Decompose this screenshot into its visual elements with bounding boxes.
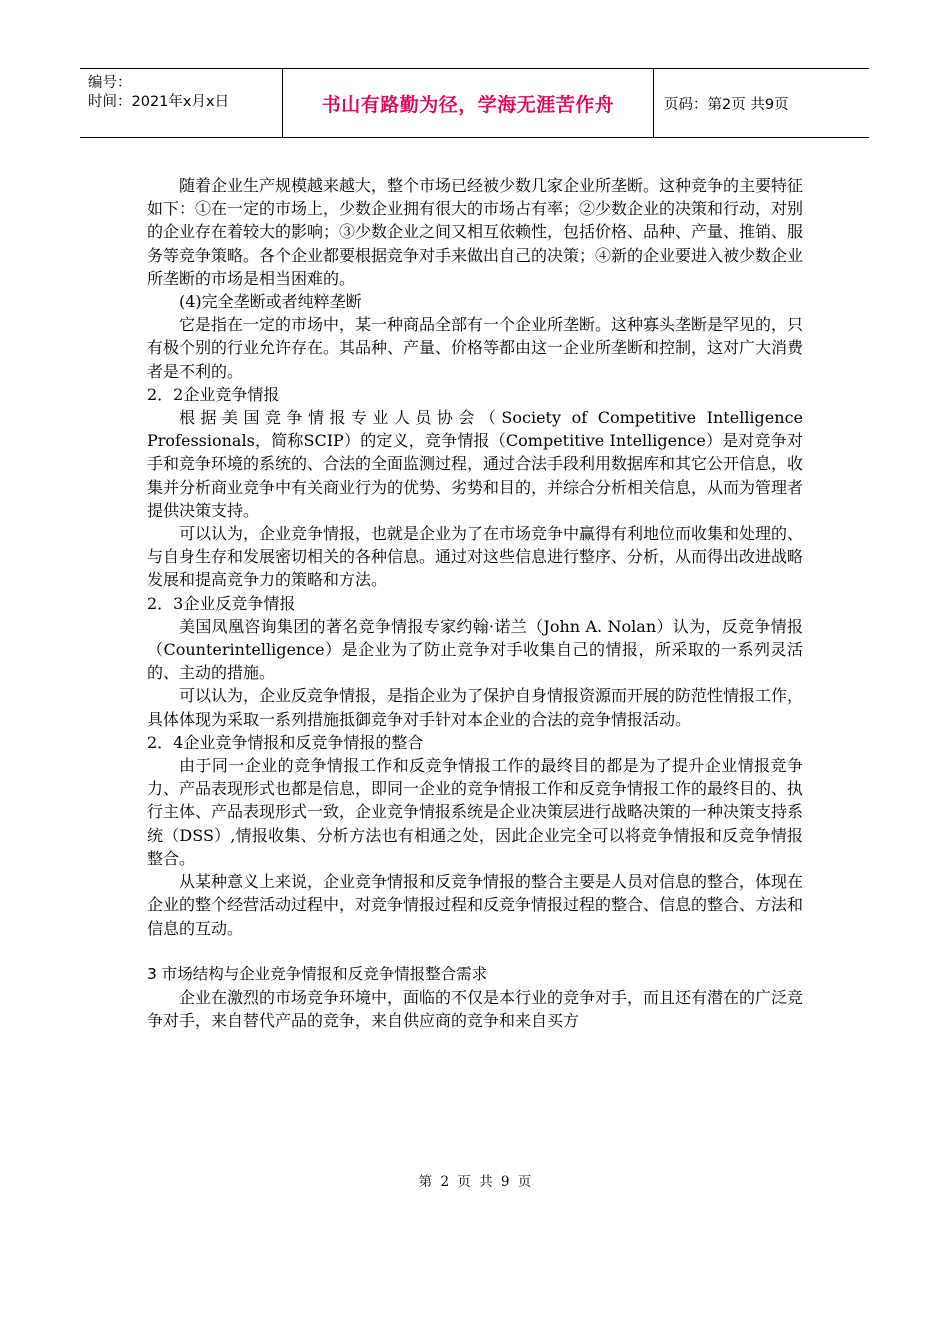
paragraph-ci-definition: 根据美国竞争情报专业人员协会（Society of Competitive Intelligence Professionals，简称SCIP）的定义，竞争情报（Competitive Intelligence）是对竞争对手和竞争环境的系统的、合法的全面监测过程，通过合法手段利用数据库和其它公开信息，收集并分析商业竞争中有关商业行为的优势、劣势和目的，并综合分析相关信息，从而为管理者提供决策支持。 [147,408,804,520]
paragraph-integration-meaning: 从某种意义上来说，企业竞争情报和反竞争情报的整合主要是人员对信息的整合，体现在企业的整个经营活动过程中，对竞争情报过程和反竞争情报过程的整合、信息的整合、方法和信息的互动。 [147,872,804,938]
section-heading-3: 3 市场结构与企业竞争情报和反竞争情报整合需求 [147,964,488,983]
page-footer: 第 2 页 共 9 页 [418,1174,532,1190]
paragraph-oligopoly: 随着企业生产规模越来越大，整个市场已经被少数几家企业所垄断。这种竞争的主要特征如下：①在一定的市场上，少数企业拥有很大的市场占有率；②少数企业的决策和行动，对别的企业存在着较大的影响；③少数企业之间又相互依赖性，包括价格、品种、产量、推销、服务等竞争策略。各个企业都要根据竞争对手来做出自己的决策；④新的企业要进入被少数企业所垄断的市场是相当困难的。 [147,176,804,288]
paragraph-counterintelligence-definition: 美国凤凰咨询集团的著名竞争情报专家约翰·诺兰（John A. Nolan）认为，反竞争情报（Counterintelligence）是企业为了防止竞争对手收集自己的情报，所采取的一系列灵活的、主动的措施。 [147,616,803,683]
paragraph-integration-reason: 由于同一企业的竞争情报工作和反竞争情报工作的最终目的都是为了提升企业情报竞争力、产品表现形式也都是信息，即同一企业的竞争情报工作和反竞争情报工作的最终目的、执行主体、产品表现形式一致，企业竞争情报系统是企业决策层进行战略决策的一种决策支持系统（DSS）,情报收集、分析方法也有相通之处，因此企业完全可以将竞争情报和反竞争情报整合。 [147,756,804,868]
paragraph-counterintelligence-summary: 可以认为，企业反竞争情报，是指企业为了保护自身情报资源而开展的防范性情报工作，具体体现为采取一系列措施抵御竞争对手针对本企业的合法的竞争情报活动。 [147,686,804,729]
section-heading-2-2: 2．2企业竞争情报 [147,384,280,404]
document-date-label: 时间：2021年x月x日 [88,94,230,110]
header-motto: 书山有路勤为径，学海无涯苦作舟 [283,69,654,137]
paragraph-ci-summary: 可以认为，企业竞争情报，也就是企业为了在市场竞争中赢得有利地位而收集和处理的、与自身生存和发展密切相关的各种信息。通过对这些信息进行整序、分析，从而得出改进战略发展和提高竞争力的策略和方法。 [147,524,804,590]
header-page-number: 页码：第2页 共9页 [664,96,789,113]
paragraph-pure-monopoly: 它是指在一定的市场中，某一种商品全部有一个企业所垄断。这种寡头垄断是罕见的，只有极个别的行业允许存在。其品种、产量、价格等都由这一企业所垄断和控制，这对广大消费者是不利的。 [147,315,804,381]
subheading-pure-monopoly: (4)完全垄断或者纯粹垄断 [179,292,362,312]
document-body [147,174,803,1032]
header-meta [80,69,283,137]
section-heading-2-4: 2．4企业竞争情报和反竞争情报的整合 [147,732,424,752]
paragraph-market-environment: 企业在激烈的市场竞争环境中，面临的不仅是本行业的竞争对手，而且还有潜在的广泛竞争对手，来自替代产品的竞争，来自供应商的竞争和来自买方 [147,987,804,1031]
page-header [80,68,869,138]
document-number-label: 编号： [88,75,132,91]
section-heading-2-3: 2．3企业反竞争情报 [147,593,296,613]
